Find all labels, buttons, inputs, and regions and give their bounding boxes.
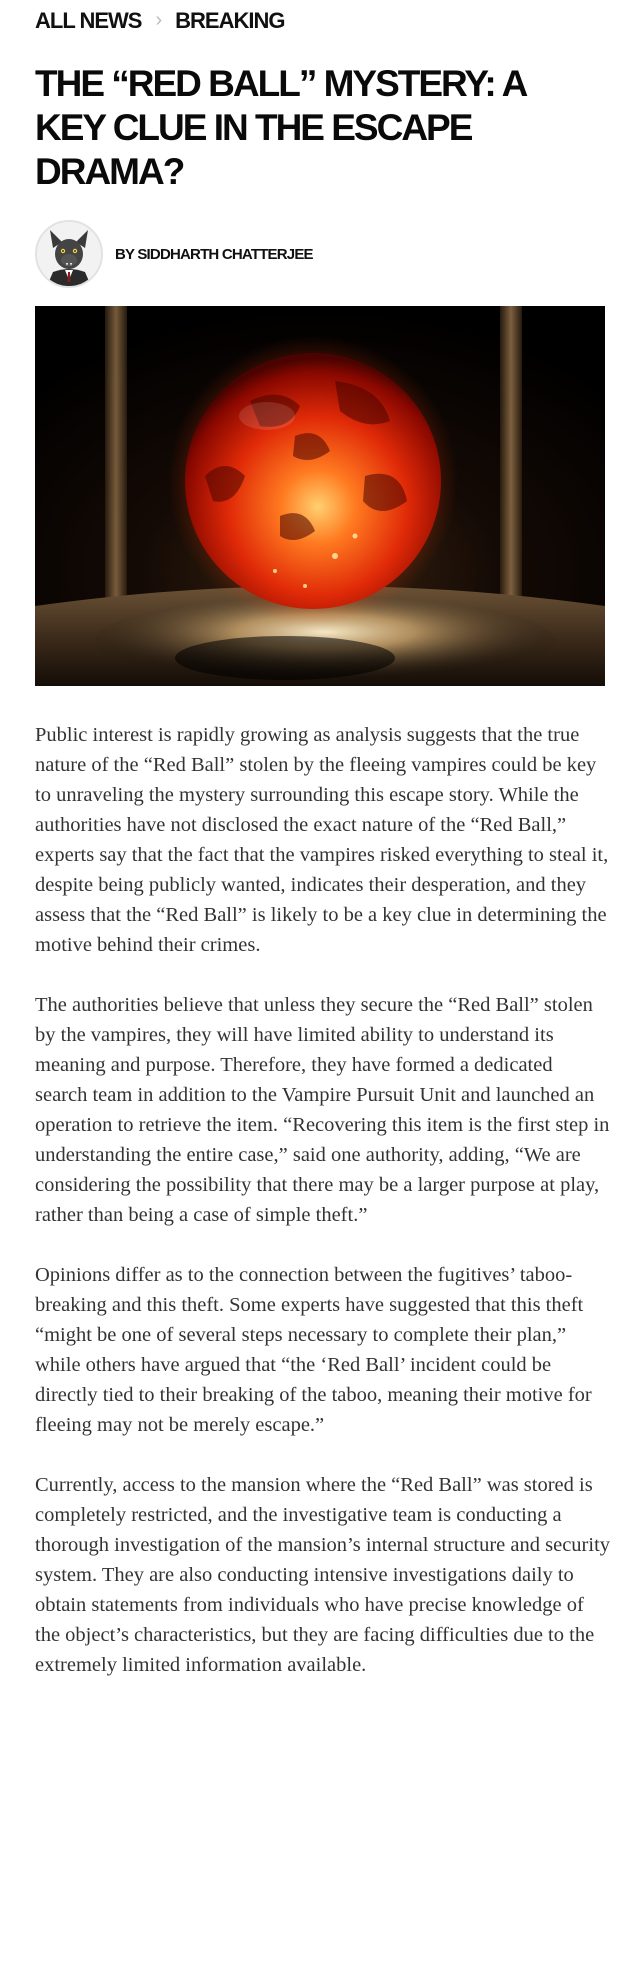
author-avatar[interactable] <box>35 220 103 288</box>
author-avatar-illustration <box>37 222 101 286</box>
author-name-link[interactable]: BY SIDDHARTH CHATTERJEE <box>115 245 313 263</box>
article-paragraph: Opinions differ as to the connection between the fugitives’ taboo-breaking and this theft. Some experts have suggested that this theft “might be one of several steps necessary to complete their plan,” while others have argued that “the ‘Red Ball’ incident could be directly tied to their breaking of the taboo, meaning their motive for fleeing may not be merely escape.” <box>35 1264 592 1436</box>
article-paragraph: Currently, access to the mansion where the “Red Ball” was stored is completely restricted, and the investigative team is conducting a thorough investigation of the mansion’s internal structure and security system. They are also conducting intensive investigations daily to obtain statements from individuals who have precise knowledge of the object’s characteristics, but they are facing difficulties due to the extremely limited information available. <box>35 1474 611 1676</box>
article-paragraph: The authorities believe that unless they secure the “Red Ball” stolen by the vampires, they will have limited ability to understand its meaning and purpose. Therefore, they have formed a dedicated search team in addition to the Vampire Pursuit Unit and launched an operation to retrieve the item. “Recovering this item is the first step in understanding the entire case,” said one authority, adding, “We are considering the possibility that there may be a larger purpose at play, rather than being a case of simple theft.” <box>35 994 610 1226</box>
hero-image <box>35 306 605 686</box>
article-title: THE “RED BALL” MYSTERY: A KEY CLUE IN THE ESCAPE DRAMA? <box>35 63 525 192</box>
red-ball-photo <box>35 306 605 686</box>
breadcrumb-all-news-link[interactable]: ALL NEWS <box>35 8 142 33</box>
chevron-right-icon: › <box>155 8 162 31</box>
article-body <box>35 720 610 1710</box>
article-byline <box>35 218 313 290</box>
article-paragraph: Public interest is rapidly growing as analysis suggests that the true nature of the “Red Ball” stolen by the fleeing vampires could be key to unraveling the mystery surrounding this escape story. While the authorities have not disclosed the exact nature of the “Red Ball,” experts say that the fact that the vampires risked everything to steal it, despite being publicly wanted, indicates their desperation, and they assess that the “Red Ball” is likely to be a key clue in determining the motive behind their crimes. <box>35 724 609 956</box>
breadcrumb <box>35 6 285 36</box>
breadcrumb-breaking-link[interactable]: BREAKING <box>175 8 285 33</box>
